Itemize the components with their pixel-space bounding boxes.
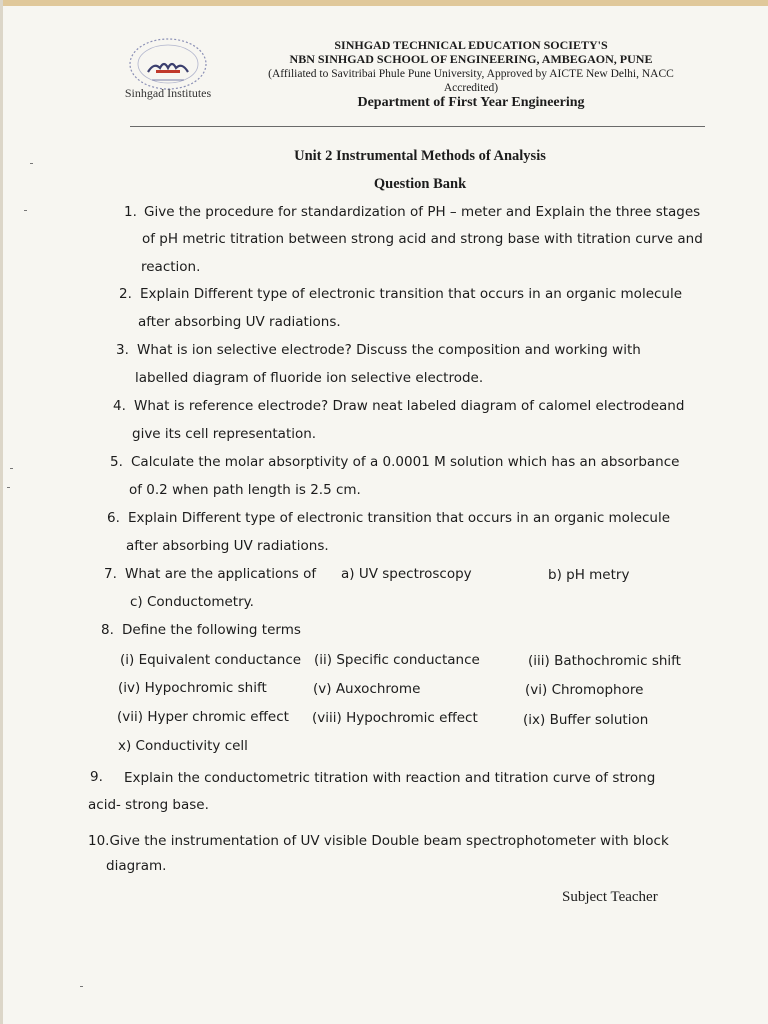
header-divider bbox=[130, 126, 705, 127]
question-number: 6. bbox=[107, 510, 120, 526]
affiliation-line-1: (Affiliated to Savitribai Phule Pune University, Approved by AICTE New Delhi, NACC bbox=[268, 68, 674, 80]
unit-title: Unit 2 Instrumental Methods of Analysis bbox=[294, 148, 546, 164]
question-number: 1. bbox=[124, 204, 137, 220]
question-1-line-3: reaction. bbox=[141, 259, 201, 275]
scan-speck bbox=[24, 210, 27, 211]
term-item: (ii) Specific conductance bbox=[314, 652, 480, 668]
term-item: (iv) Hypochromic shift bbox=[118, 680, 267, 696]
question-10-line-2: diagram. bbox=[106, 858, 167, 874]
question-7-option-a: a) UV spectroscopy bbox=[341, 566, 472, 582]
question-number: 9. bbox=[90, 769, 103, 785]
logo-caption: Sinhgad Institutes bbox=[124, 86, 212, 100]
scan-speck bbox=[30, 163, 33, 164]
question-number: 3. bbox=[116, 342, 129, 358]
question-number: 4. bbox=[113, 398, 126, 414]
question-number: 2. bbox=[119, 286, 132, 302]
question-number: 7. bbox=[104, 566, 117, 582]
department-name: Department of First Year Engineering bbox=[357, 95, 585, 110]
scan-speck bbox=[7, 487, 10, 488]
question-7-text: What are the applications of bbox=[125, 566, 317, 582]
question-3-line-2: labelled diagram of fluoride ion selective electrode. bbox=[135, 370, 484, 386]
question-number: 5. bbox=[110, 454, 123, 470]
question-4-line-1: What is reference electrode? Draw neat labeled diagram of calomel electrodeand bbox=[134, 398, 685, 414]
term-item: (viii) Hypochromic effect bbox=[312, 710, 478, 726]
term-item: (iii) Bathochromic shift bbox=[528, 653, 681, 669]
question-7-option-b: b) pH metry bbox=[548, 567, 630, 583]
question-6-line-1: Explain Different type of electronic transition that occurs in an organic molecule bbox=[128, 510, 671, 526]
question-3-line-1: What is ion selective electrode? Discuss the composition and working with bbox=[137, 342, 641, 358]
term-item: (ix) Buffer solution bbox=[523, 712, 649, 728]
scan-speck bbox=[80, 986, 83, 987]
question-10-line-1: 10.Give the instrumentation of UV visible Double beam spectrophotometer with block bbox=[88, 833, 669, 849]
question-6-line-2: after absorbing UV radiations. bbox=[126, 538, 329, 554]
paper-top-edge bbox=[0, 0, 768, 6]
scan-speck bbox=[10, 468, 13, 469]
term-item: (vi) Chromophore bbox=[525, 682, 644, 698]
question-2-line-2: after absorbing UV radiations. bbox=[138, 314, 341, 330]
question-1-line-1: Give the procedure for standardization of PH – meter and Explain the three stages bbox=[144, 204, 701, 220]
question-4-line-2: give its cell representation. bbox=[132, 426, 317, 442]
term-item: (vii) Hyper chromic effect bbox=[117, 709, 289, 725]
school-name: NBN SINHGAD SCHOOL OF ENGINEERING, AMBEGAON, PUNE bbox=[289, 52, 653, 66]
term-item: (v) Auxochrome bbox=[313, 681, 421, 697]
question-5-line-1: Calculate the molar absorptivity of a 0.0001 M solution which has an absorbance bbox=[131, 454, 680, 470]
affiliation-line-2: Accredited) bbox=[443, 82, 499, 94]
question-2-line-1: Explain Different type of electronic transition that occurs in an organic molecule bbox=[140, 286, 683, 302]
question-7-option-c: c) Conductometry. bbox=[130, 594, 254, 610]
question-9-line-1: Explain the conductometric titration with reaction and titration curve of strong bbox=[124, 770, 656, 786]
question-5-line-2: of 0.2 when path length is 2.5 cm. bbox=[129, 482, 361, 498]
society-name: SINHGAD TECHNICAL EDUCATION SOCIETY'S bbox=[334, 38, 608, 52]
question-9-line-2: acid- strong base. bbox=[88, 797, 209, 813]
subject-teacher-signature: Subject Teacher bbox=[562, 889, 658, 905]
question-8-text: Define the following terms bbox=[122, 622, 301, 638]
question-number: 8. bbox=[101, 622, 114, 638]
question-1-line-2: of pH metric titration between strong acid and strong base with titration curve and bbox=[142, 231, 703, 247]
term-item: x) Conductivity cell bbox=[118, 738, 248, 754]
term-item: (i) Equivalent conductance bbox=[120, 652, 302, 668]
question-bank-title: Question Bank bbox=[373, 176, 467, 192]
